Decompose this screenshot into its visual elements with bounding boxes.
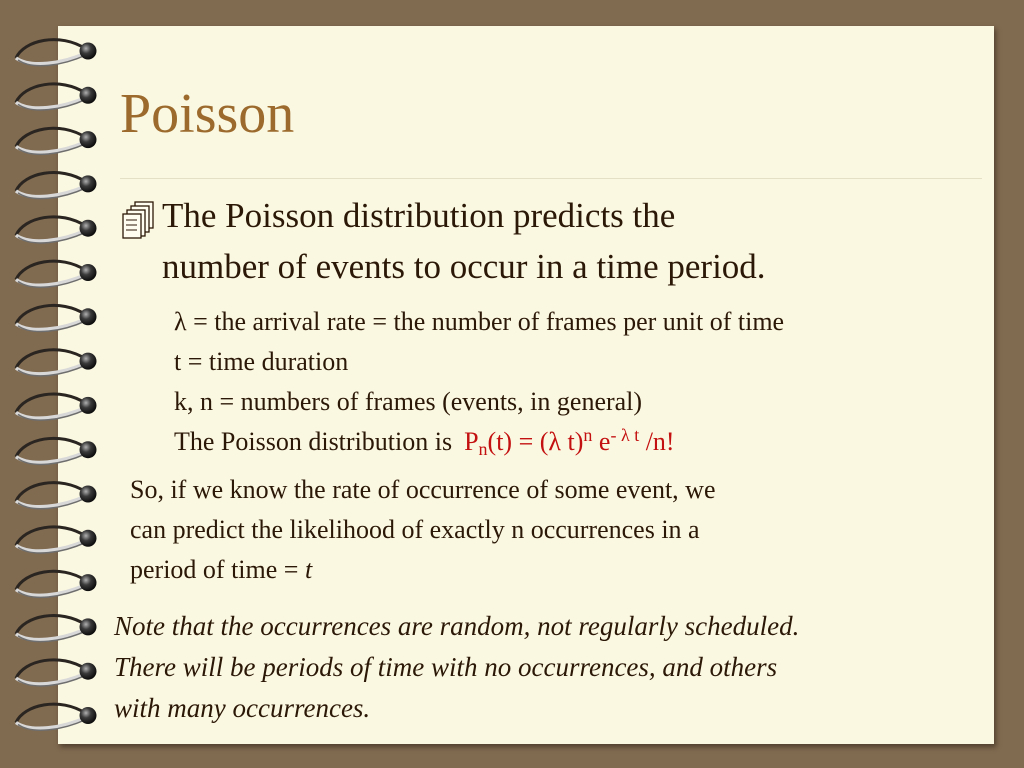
spiral-ring xyxy=(16,571,97,597)
spiral-ring xyxy=(16,173,97,199)
spiral-binding xyxy=(0,0,120,768)
formula-exponent-e: - λ t xyxy=(610,425,640,445)
formula-lambda: λ xyxy=(548,427,562,456)
paragraph-line-3-text: period of time = xyxy=(130,555,305,584)
note-line-3: with many occurrences. xyxy=(114,693,371,723)
sub-item-arrival-rate xyxy=(174,302,986,342)
spiral-ring xyxy=(16,217,97,243)
spiral-ring xyxy=(16,527,97,553)
note-line-2: There will be periods of time with no occurrences, and others xyxy=(114,652,778,682)
main-bullet-line-1: The Poisson distribution predicts the xyxy=(162,196,676,235)
title-divider xyxy=(120,178,982,179)
spiral-ring xyxy=(16,84,97,110)
formula-p-subscript: n xyxy=(478,439,488,459)
paragraph-line-3 xyxy=(130,550,950,590)
paragraph-line-1: So, if we know the rate of occurrence of some event, we xyxy=(130,475,716,504)
formula-t-close: t) xyxy=(561,427,584,456)
spiral-ring xyxy=(16,128,97,154)
spiral-ring xyxy=(16,394,97,420)
spiral-ring xyxy=(16,483,97,509)
spiral-ring xyxy=(16,438,97,464)
formula-open: (t) = ( xyxy=(487,427,549,456)
spiral-ring xyxy=(16,305,97,331)
spiral-ring xyxy=(16,40,97,66)
spiral-ring xyxy=(16,660,97,686)
formula-exponent-n: n xyxy=(583,425,593,445)
prediction-paragraph xyxy=(130,470,950,590)
poisson-formula xyxy=(464,425,675,459)
lambda-symbol: λ xyxy=(174,307,187,336)
slide-title: Poisson xyxy=(120,83,295,145)
spiral-ring xyxy=(16,350,97,376)
note-line-1: Note that the occurrences are random, not regularly scheduled. xyxy=(114,611,800,641)
formula-e: e xyxy=(592,427,611,456)
sub-item-distribution xyxy=(174,422,986,462)
formula-tail: /n! xyxy=(639,427,675,456)
main-bullet-line-2: number of events to occur in a time period. xyxy=(162,247,766,286)
italic-note xyxy=(114,606,994,729)
arrival-rate-text: = the arrival rate = the number of frames per unit of time xyxy=(186,307,785,336)
spiral-ring xyxy=(16,616,97,642)
main-bullet-text xyxy=(162,190,982,292)
spiral-ring xyxy=(16,704,97,730)
paragraph-line-2: can predict the likelihood of exactly n occurrences in a xyxy=(130,515,700,544)
spiral-ring xyxy=(16,261,97,287)
sub-bullet-list xyxy=(174,302,986,462)
time-variable: t xyxy=(304,555,313,584)
sub-item-time-duration: t = time duration xyxy=(174,347,349,376)
stacked-pages-icon xyxy=(122,200,156,240)
formula-p: P xyxy=(464,427,479,456)
distribution-lead-text: The Poisson distribution is xyxy=(174,427,453,456)
sub-item-frames: k, n = numbers of frames (events, in general) xyxy=(174,387,643,416)
